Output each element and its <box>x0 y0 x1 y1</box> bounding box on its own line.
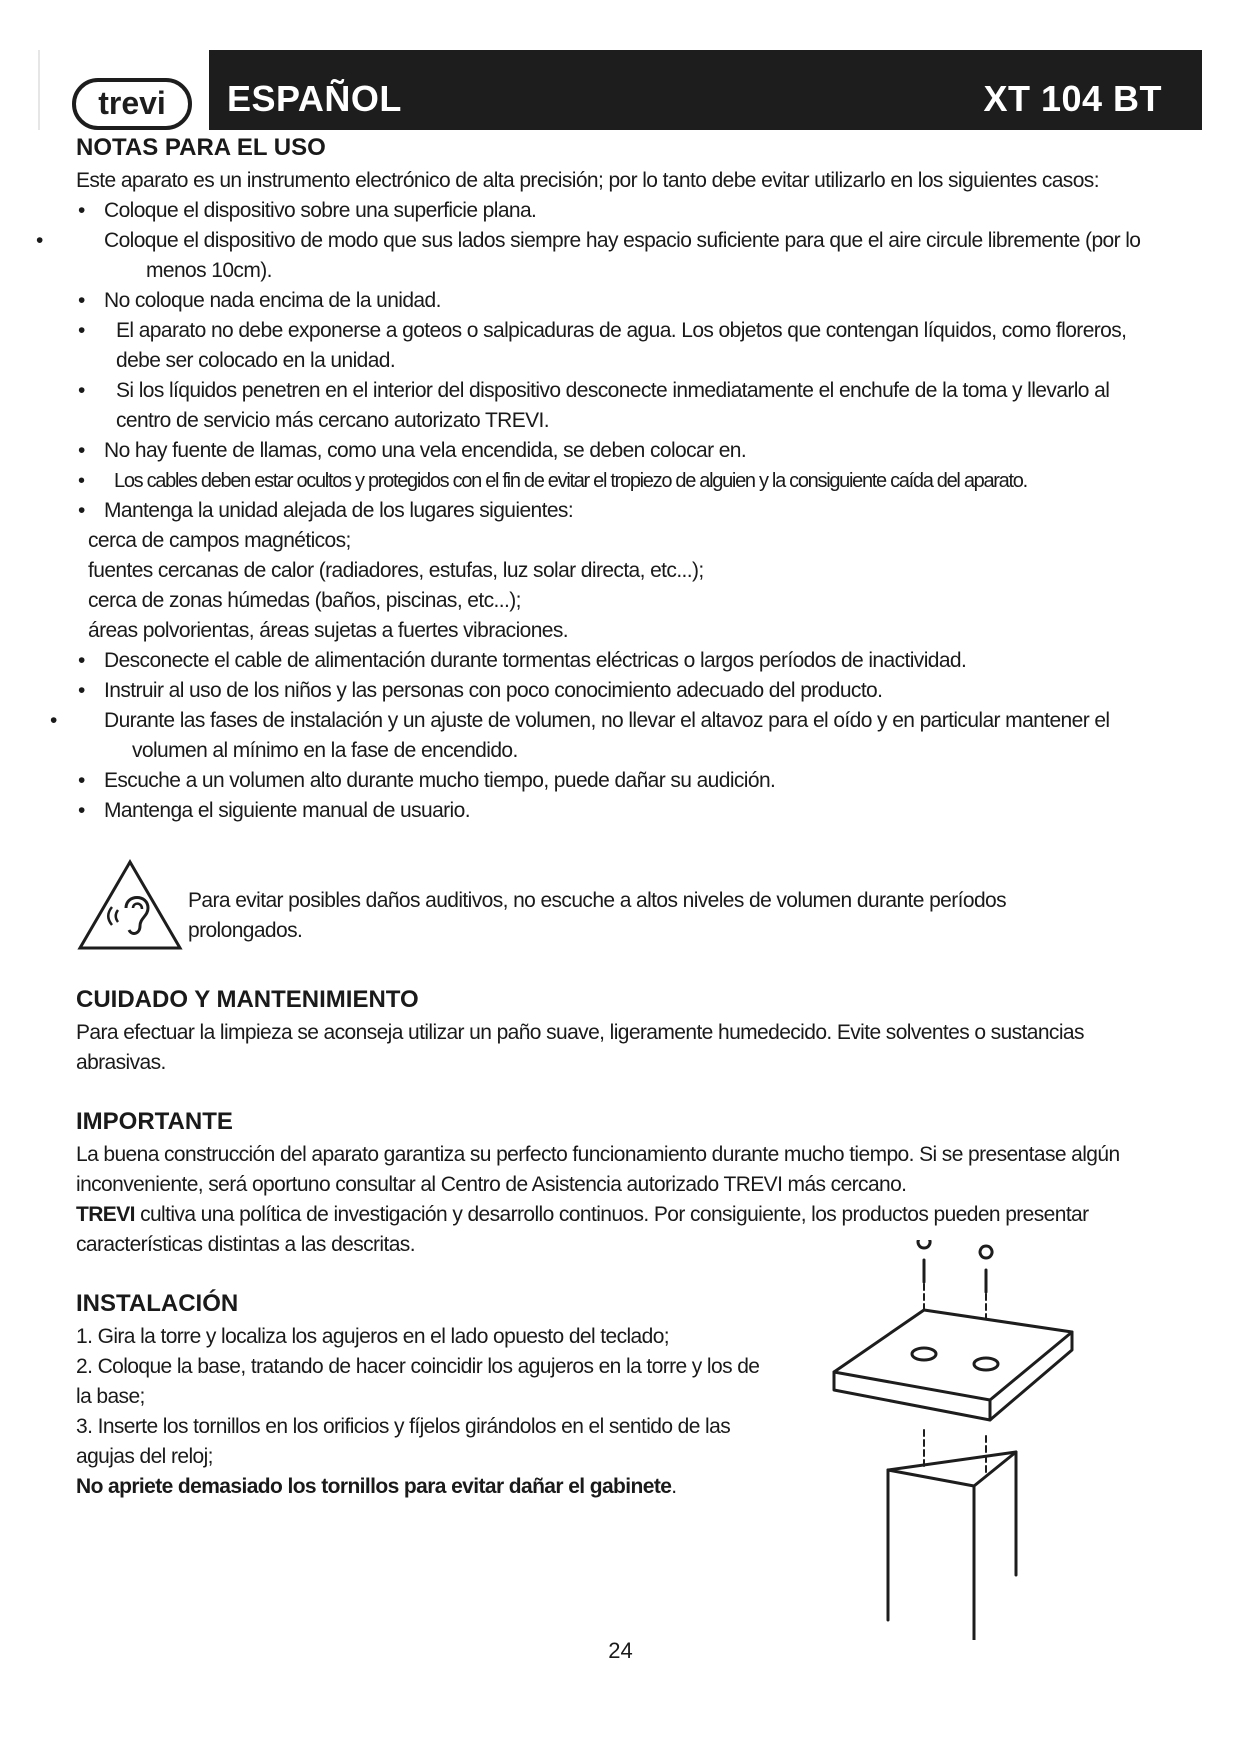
step-item <box>76 1412 776 1472</box>
notas-title: NOTAS PARA EL USO <box>76 134 326 161</box>
step-number: 3. <box>76 1415 93 1438</box>
step-text-end: . <box>671 1475 677 1498</box>
list-item: • Desconecte el cable de alimentación durante tormentas eléctricas o largos períodos de inactividad. <box>76 646 1166 676</box>
margin-line <box>38 50 40 130</box>
instalacion-title: INSTALACIÓN <box>76 1290 239 1317</box>
step-text: Inserte los tornillos en los orificios y fíjelos girándolos en el sentido de las agujas del reloj; <box>76 1415 731 1468</box>
list-item: • Escuche a un volumen alto durante mucho tiempo, puede dañar su audición. <box>76 766 1166 796</box>
sub-item: cerca de campos magnéticos; <box>88 529 351 552</box>
importante-text: La buena construcción del aparato garantiza su perfecto funcionamiento durante mucho tiempo. Si se presentase algún inconveniente, será oportuno consultar al Centro de Asistencia autorizado TREVI más cercano. <box>76 1143 1120 1196</box>
model-label: XT 104 BT <box>983 78 1162 119</box>
step-text: Coloque la base, tratando de hacer coincidir los agujeros en la torre y los de la base; <box>76 1355 760 1408</box>
hearing-warning <box>76 856 1166 956</box>
step-number: 2. <box>76 1355 93 1378</box>
list-item: • Coloque el dispositivo sobre una superficie plana. <box>76 196 1166 226</box>
sub-item: fuentes cercanas de calor (radiadores, estufas, luz solar directa, etc...); <box>88 559 704 582</box>
step-item <box>76 1322 776 1352</box>
cuidado-text: Para efectuar la limpieza se aconseja utilizar un paño suave, ligeramente humedecido. Evite solventes o sustancias abrasivas. <box>76 1021 1084 1074</box>
language-label: ESPAÑOL <box>227 78 402 119</box>
sublist <box>76 526 1166 646</box>
step-item <box>76 1472 776 1502</box>
notas-intro: Este aparato es un instrumento electrónico de alta precisión; por lo tanto debe evitar utilizarlo en los siguientes casos: <box>76 169 1099 192</box>
importante-title: IMPORTANTE <box>76 1108 233 1135</box>
trevi-logo <box>72 78 192 130</box>
screw-icon <box>918 1240 930 1282</box>
list-item: • Durante las fases de instalación y un ajuste de volumen, no llevar el altavoz para el oído y en particular mantener el volumen al mínimo en la fase de encendido. <box>76 706 1166 766</box>
step-text: Gira la torre y localiza los agujeros en el lado opuesto del teclado; <box>97 1325 670 1348</box>
trevi-brand: TREVI <box>76 1203 135 1226</box>
step-item <box>76 1352 776 1412</box>
header-bar <box>209 50 1202 130</box>
list-item: • El aparato no debe exponerse a goteos o salpicaduras de agua. Los objetos que contengan líquidos, como floreros, debe ser colocado en la unidad. <box>76 316 1166 376</box>
notas-list-2 <box>76 646 1166 826</box>
list-item: • Coloque el dispositivo de modo que sus lados siempre hay espacio suficiente para que el aire circule libremente (por lo menos 10cm). <box>76 226 1166 286</box>
list-item: • No hay fuente de llamas, como una vela encendida, se deben colocar en. <box>76 436 1166 466</box>
sub-item: áreas polvorientas, áreas sujetas a fuertes vibraciones. <box>88 619 569 642</box>
list-item: • Si los líquidos penetren en el interior del dispositivo desconecte inmediatamente el enchufe de la toma y llevarlo al centro de servicio más cercano autorizato TREVI. <box>76 376 1166 436</box>
importante-text-2-body: cultiva una política de investigación y desarrollo continuos. Por consiguiente, los productos pueden presentar características distintas a las descritas. <box>76 1203 1089 1256</box>
installation-diagram <box>820 1240 1080 1640</box>
cuidado-section <box>76 982 1166 1078</box>
step-number: 1. <box>76 1325 93 1348</box>
list-item: • Los cables deben estar ocultos y protegidos con el fin de evitar el tropiezo de alguien y la consiguiente caída del aparato. <box>76 466 1166 496</box>
hearing-warning-icon <box>76 856 184 954</box>
list-item: • Mantenga la unidad alejada de los lugares siguientes: <box>76 496 1166 526</box>
notas-list <box>76 196 1166 526</box>
warning-text: Para evitar posibles daños auditivos, no escuche a altos niveles de volumen durante períodos prolongados. <box>188 889 1007 942</box>
list-item: • No coloque nada encima de la unidad. <box>76 286 1166 316</box>
cuidado-title: CUIDADO Y MANTENIMIENTO <box>76 986 419 1013</box>
logo-text: trevi <box>98 85 166 121</box>
list-item: • Instruir al uso de los niños y las personas con poco conocimiento adecuado del producto. <box>76 676 1166 706</box>
instalacion-steps <box>76 1322 776 1502</box>
sub-item: cerca de zonas húmedas (baños, piscinas, etc...); <box>88 589 521 612</box>
importante-section <box>76 1104 1166 1260</box>
screw-icon <box>980 1246 992 1292</box>
step-text-bold: No apriete demasiado los tornillos para evitar dañar el gabinete <box>76 1475 672 1498</box>
list-item: • Mantenga el siguiente manual de usuario. <box>76 796 1166 826</box>
page-number: 24 <box>608 1638 633 1663</box>
